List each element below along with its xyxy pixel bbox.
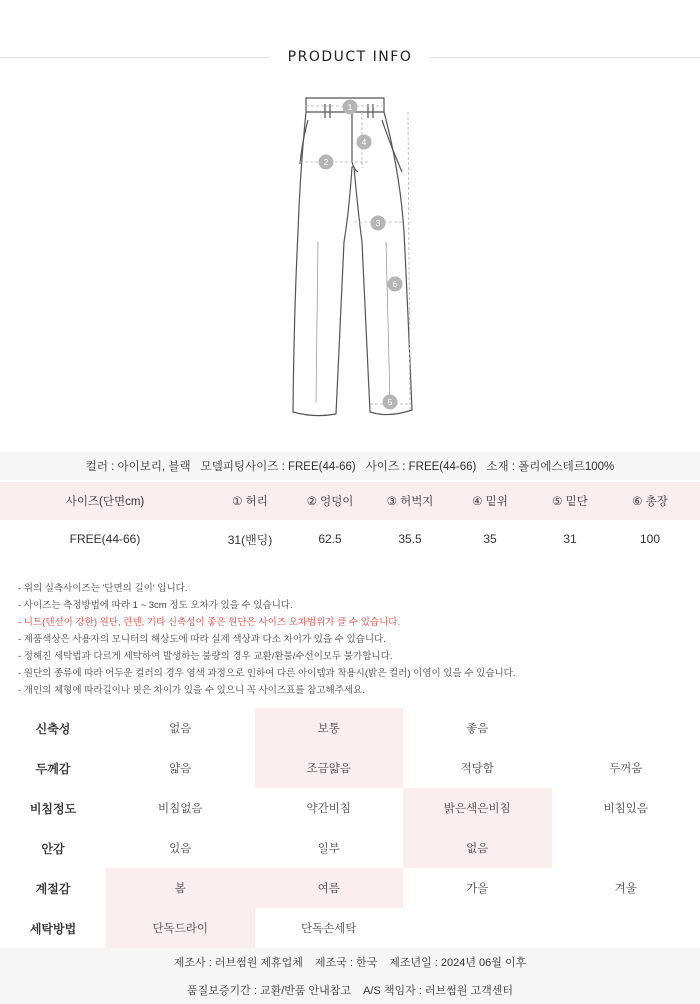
attr-option-selected: 단독드라이: [106, 908, 255, 948]
crease-right: [386, 242, 390, 402]
attr-label: 안감: [41, 841, 65, 856]
attr-option: 좋음: [466, 723, 489, 735]
attr-option: 비침없음: [158, 803, 203, 815]
attr-option-selected: 보통: [255, 708, 404, 748]
table-row: [0, 520, 700, 558]
footer-line-2: [0, 976, 700, 1004]
manufacturer: 제조사 : 러브썸원 제휴업체: [173, 957, 303, 969]
note-item: - 원단의 종류에 따라 어두운 컬러의 경우 염색 과정으로 인하여 다른 아이템과 착용시(밝은 컬러) 이염이 있을 수 있습니다.: [18, 668, 516, 679]
marker-1-label: 1: [347, 102, 353, 112]
attr-row-season: [0, 868, 700, 908]
size-table: [0, 482, 700, 558]
notes-list: [18, 580, 698, 699]
attr-option: [552, 708, 700, 748]
note-item: - 위의 실측사이즈는 '단면의 길이' 입니다.: [18, 583, 188, 594]
size-info: 사이즈 : FREE(44-66): [365, 461, 477, 473]
note-item: - 정해진 세탁법과 다르게 세탁하여 발생하는 불량의 경우 교환/환불/수선이모두 불가합니다.: [18, 651, 393, 662]
attr-option: 일부: [317, 843, 340, 855]
warranty: 품질보증기간 : 교환/반품 안내참고: [187, 985, 352, 997]
footer-info: [0, 948, 700, 1004]
attr-option-selected: 여름: [255, 868, 404, 908]
marker-3-label: 3: [375, 218, 381, 228]
marker-2-label: 2: [323, 157, 329, 167]
attr-row-lining: [0, 828, 700, 868]
attr-row-thickness: [0, 748, 700, 788]
measurement-markers: [319, 100, 403, 410]
title-row: [0, 45, 700, 69]
country: 제조국 : 한국: [314, 957, 378, 969]
attr-option: 겨울: [614, 883, 637, 895]
marker-4-label: 4: [361, 137, 367, 147]
attr-option: 가을: [466, 883, 489, 895]
title-divider-left: [0, 57, 270, 58]
attribute-table: [0, 708, 700, 948]
attr-label: 비침정도: [29, 801, 77, 816]
pants-diagram: [270, 92, 430, 426]
size-header-size: 사이즈(단면cm): [65, 496, 145, 508]
size-header-waist: ① 허리: [232, 496, 268, 508]
spec-summary: [0, 452, 700, 480]
page-title: PRODUCT INFO: [287, 49, 413, 65]
size-header-hem: ⑤ 밑단: [552, 496, 588, 508]
title-divider-right: [430, 57, 700, 58]
size-cell: 100: [639, 532, 661, 546]
size-header-rise: ④ 밑위: [472, 496, 508, 508]
attr-option: [552, 908, 700, 948]
note-item: - 개인의 체형에 따라길이나 핏은 차이가 있을 수 있으니 꼭 사이즈표를 참고해주세요.: [18, 685, 365, 696]
attr-option: 있음: [169, 843, 192, 855]
manufacture-date: 제조년일 : 2024년 06월 이후: [389, 957, 527, 969]
crease-left: [316, 242, 318, 402]
note-item-warning: - 니트(텐션이 강한) 원단, 린넨, 기타 신축성이 좋은 원단은 사이즈 오차범위가 클 수 있습니다.: [18, 617, 401, 628]
attr-option: 두꺼움: [609, 763, 643, 775]
attr-option: [552, 828, 700, 868]
attr-option: 단독손세탁: [300, 923, 357, 935]
attr-row-stretch: [0, 708, 700, 748]
attr-row-sheerness: [0, 788, 700, 828]
attr-option-selected: 밝은색은비침: [403, 788, 552, 828]
attr-option: 얇음: [169, 763, 192, 775]
attr-label: 세탁방법: [29, 921, 77, 936]
attr-option: 약간비침: [306, 803, 351, 815]
attr-option: 적당함: [460, 763, 494, 775]
size-cell: 62.5: [318, 532, 342, 546]
model-size-info: 모델피팅사이즈 : FREE(44-66): [200, 461, 356, 473]
size-cell: 31(밴딩): [227, 532, 273, 547]
attr-option: 없음: [169, 723, 192, 735]
attr-label: 두께감: [35, 761, 71, 776]
size-header-hip: ② 엉덩이: [306, 496, 354, 508]
size-header-thigh: ③ 허벅지: [386, 496, 434, 508]
size-cell: FREE(44-66): [69, 532, 141, 546]
as-contact: A/S 책임자 : 러브썸원 고객센터: [363, 985, 513, 997]
material-info: 소재 : 폴리에스테르100%: [486, 461, 615, 473]
attr-option: 비침있음: [603, 803, 648, 815]
size-cell: 35.5: [398, 532, 422, 546]
attr-row-washing: [0, 908, 700, 948]
size-cell: 35: [483, 532, 497, 546]
footer-line-1: [0, 948, 700, 976]
attr-option: [403, 908, 552, 948]
size-cell: 31: [563, 532, 577, 546]
attr-label: 신축성: [35, 721, 71, 736]
color-info: 컬러 : 아이보리, 블랙: [85, 461, 191, 473]
marker-6-label: 6: [392, 279, 398, 289]
attr-label: 계절감: [35, 881, 71, 896]
marker-5-label: 5: [387, 397, 393, 407]
pocket-right: [382, 120, 402, 172]
attr-option-selected: 조금얇음: [255, 748, 404, 788]
attr-option-selected: 봄: [106, 868, 255, 908]
size-header-length: ⑥ 총장: [632, 496, 668, 508]
attr-option-selected: 없음: [403, 828, 552, 868]
size-table-header: [0, 482, 700, 520]
note-item: - 사이즈는 측정방법에 따라 1 ~ 3cm 정도 오차가 있을 수 있습니다.: [18, 600, 293, 611]
note-item: - 제품색상은 사용자의 모니터의 해상도에 따라 실제 색상과 다소 차이가 있을 수 있습니다.: [18, 634, 386, 645]
